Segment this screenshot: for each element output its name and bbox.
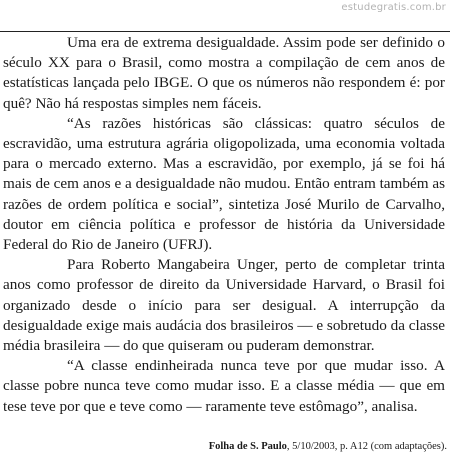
- site-watermark: estudegratis.com.br: [341, 2, 446, 13]
- paragraph-3: Para Roberto Mangabeira Unger, perto de completar trinta anos como professor de direito da Universidade Harvard, o Brasil foi organizado desde o início para ser desigual. A interrupção da desigualdade exige mais audácia dos brasileiros — e sobretudo da classe média brasileira — do que quiseram ou puderam demonstrar.: [3, 256, 445, 355]
- paragraph-2: “As razões históricas são clássicas: quatro séculos de escravidão, uma estrutura agrária oligopolizada, uma economia voltada para o mercado externo. Mas a escravidão, por exemplo, já se foi há mais de cem anos e a desigualdade não mudou. Então entram também as razões de ordem política e social”, sintetiza José Murilo de Carvalho, doutor em ciência política e professor de história da Universidade Federal do Rio de Janeiro (UFRJ).: [3, 114, 445, 254]
- source-citation: [209, 440, 447, 454]
- citation-source: Folha de S. Paulo: [208, 441, 287, 452]
- top-divider: [0, 31, 450, 32]
- paragraph-4: “A classe endinheirada nunca teve por que mudar isso. A classe pobre nunca teve como mudar isso. E a classe média — que em tese teve por que e teve como — raramente teve estômago”, analisa.: [3, 357, 445, 415]
- citation-details: , 5/10/2003, p. A12 (com adaptações).: [286, 441, 447, 452]
- article-text: [3, 33, 445, 417]
- paragraph-1: Uma era de extrema desigualdade. Assim pode ser definido o século XX para o Brasil, como mostra a compilação de cem anos de estatísticas lançada pelo IBGE. O que os números não respondem é: por quê? Não há respostas simples nem fáceis.: [3, 34, 445, 112]
